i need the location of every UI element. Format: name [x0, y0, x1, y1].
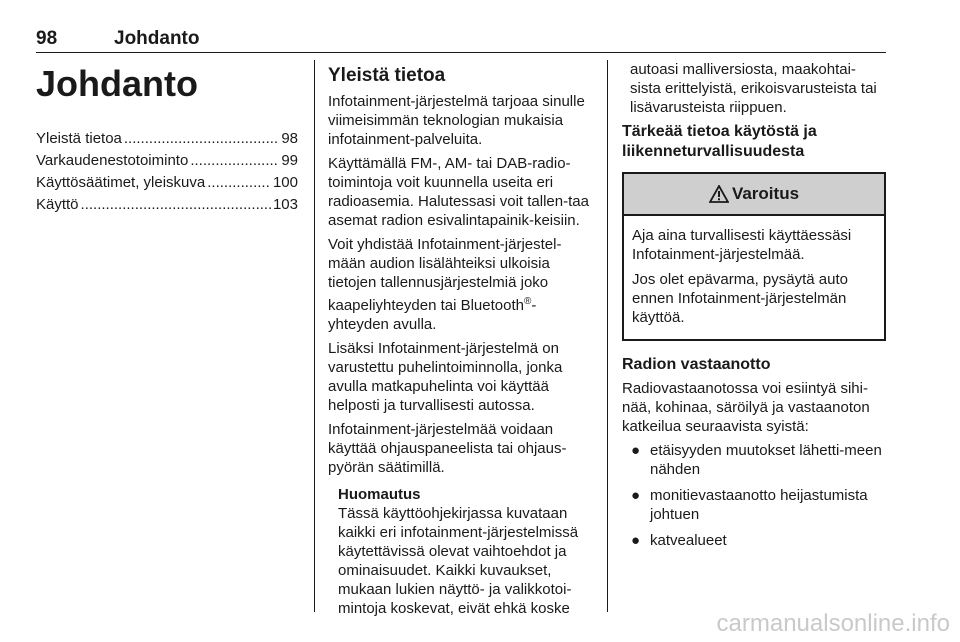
- toc-page: 103: [272, 196, 298, 213]
- warning-title: Varoitus: [731, 184, 800, 203]
- toc-page: 98: [281, 130, 298, 147]
- warning-paragraph: Jos olet epävarma, pysäytä auto ennen Infotainment-järjestelmän käyttöä.: [632, 271, 848, 326]
- bluetooth-text: Voit yhdistää Infotainment-järjestel-mään audion lisälähteiksi ulkoisia tietojen tallennusjärjestelmiä joko kaapeliyhteyden tai Bluetooth: [328, 236, 562, 314]
- bullet-icon: ●: [631, 532, 641, 549]
- watermark: carmanualsonline.info: [716, 610, 950, 637]
- paragraph: Infotainment-järjestelmä tarjoaa sinulle viimeisimmän teknologian mukaisia infotainment-palveluita.: [328, 93, 585, 148]
- toc-entry[interactable]: [36, 128, 298, 150]
- header-rule: [36, 52, 886, 53]
- list-item-text: katvealueet: [650, 532, 727, 549]
- reception-list: [622, 441, 886, 550]
- toc-leader: [81, 194, 271, 216]
- column-toc: [36, 60, 298, 216]
- warning-body: [624, 216, 884, 339]
- list-item: [622, 441, 886, 479]
- list-item-text: etäisyyden muutokset lähetti-meen nähden: [650, 442, 882, 478]
- warning-box: [622, 172, 886, 341]
- paragraph-continuation: autoasi malliversiosta, maakohtai-sista erittelyistä, erikoisvarusteista tai lisävarusteista riippuen.: [630, 61, 877, 116]
- paragraph-reception: Radiovastaanotossa voi esiintyä sihi-nää, kohinaa, säröilyä ja vastaanoton katkeilua seuraavista syistä:: [622, 380, 870, 435]
- paragraph: Infotainment-järjestelmää voidaan käyttää ohjauspaneelista tai ohjaus-pyörän säätimillä.: [328, 421, 567, 476]
- column-divider-2: [607, 60, 608, 612]
- paragraph: Lisäksi Infotainment-järjestelmä on varustettu puhelintoiminnolla, jonka avulla matkapuhelinta voi käyttää helposti ja turvallisesti autossa.: [328, 340, 563, 414]
- paragraph: Käyttämällä FM-, AM- tai DAB-radio-toimintoja voit kuunnella useita eri radioasemia. Halutessasi voit tallen-taa asemat radion esivalintapainik-keisiin.: [328, 155, 589, 229]
- warning-header: [624, 174, 884, 216]
- toc-page: 99: [281, 152, 298, 169]
- running-title: Johdanto: [114, 28, 200, 49]
- list-item: [622, 531, 886, 550]
- toc-leader: [124, 128, 279, 150]
- toc-label: Yleistä tietoa: [36, 130, 122, 147]
- warning-paragraph: Aja aina turvallisesti käyttäessäsi Infotainment-järjestelmää.: [632, 227, 852, 263]
- registered-mark: ®: [523, 296, 532, 307]
- toc-label: Käyttö: [36, 196, 79, 213]
- column-divider-1: [314, 60, 315, 612]
- list-item: [622, 486, 886, 524]
- toc-entry[interactable]: [36, 150, 298, 172]
- section-heading-general: Yleistä tietoa: [328, 65, 446, 86]
- page-number: 98: [36, 28, 58, 49]
- bluetooth-text-end: -yhteyden avulla.: [328, 297, 537, 333]
- section-heading-important: Tärkeää tietoa käytöstä ja liikenneturvallisuudesta: [622, 123, 817, 160]
- toc-entry[interactable]: [36, 194, 298, 216]
- note-box: [338, 485, 590, 618]
- note-title: Huomautus: [338, 486, 421, 503]
- toc-label: Käyttösäätimet, yleiskuva: [36, 174, 206, 191]
- section-heading-reception: Radion vastaanotto: [622, 356, 771, 373]
- column-general: [328, 60, 590, 618]
- list-item-text: monitievastaanotto heijastumista johtuen: [650, 487, 868, 523]
- chapter-title: Johdanto: [36, 63, 198, 104]
- toc-leader: [207, 172, 271, 194]
- column-right: [622, 60, 886, 557]
- bullet-icon: ●: [631, 442, 641, 459]
- toc-leader: [190, 150, 279, 172]
- table-of-contents: [36, 128, 298, 216]
- toc-entry[interactable]: [36, 172, 298, 194]
- bullet-icon: ●: [631, 487, 641, 504]
- paragraph-bluetooth: [328, 235, 590, 334]
- toc-label: Varkaudenestotoiminto: [36, 152, 189, 169]
- note-text: Tässä käyttöohjekirjassa kuvataan kaikki eri infotainment-järjestelmissä käytettävissä olevat vaihtoehdot ja ominaisuudet. Kaikki kuvaukset, mukaan lukien näyttö- ja valikkotoi-mintoja koskevat, eivät ehkä koske: [338, 505, 579, 617]
- toc-page: 100: [272, 174, 298, 191]
- page-header: [36, 28, 886, 50]
- warning-triangle-icon: [709, 185, 729, 203]
